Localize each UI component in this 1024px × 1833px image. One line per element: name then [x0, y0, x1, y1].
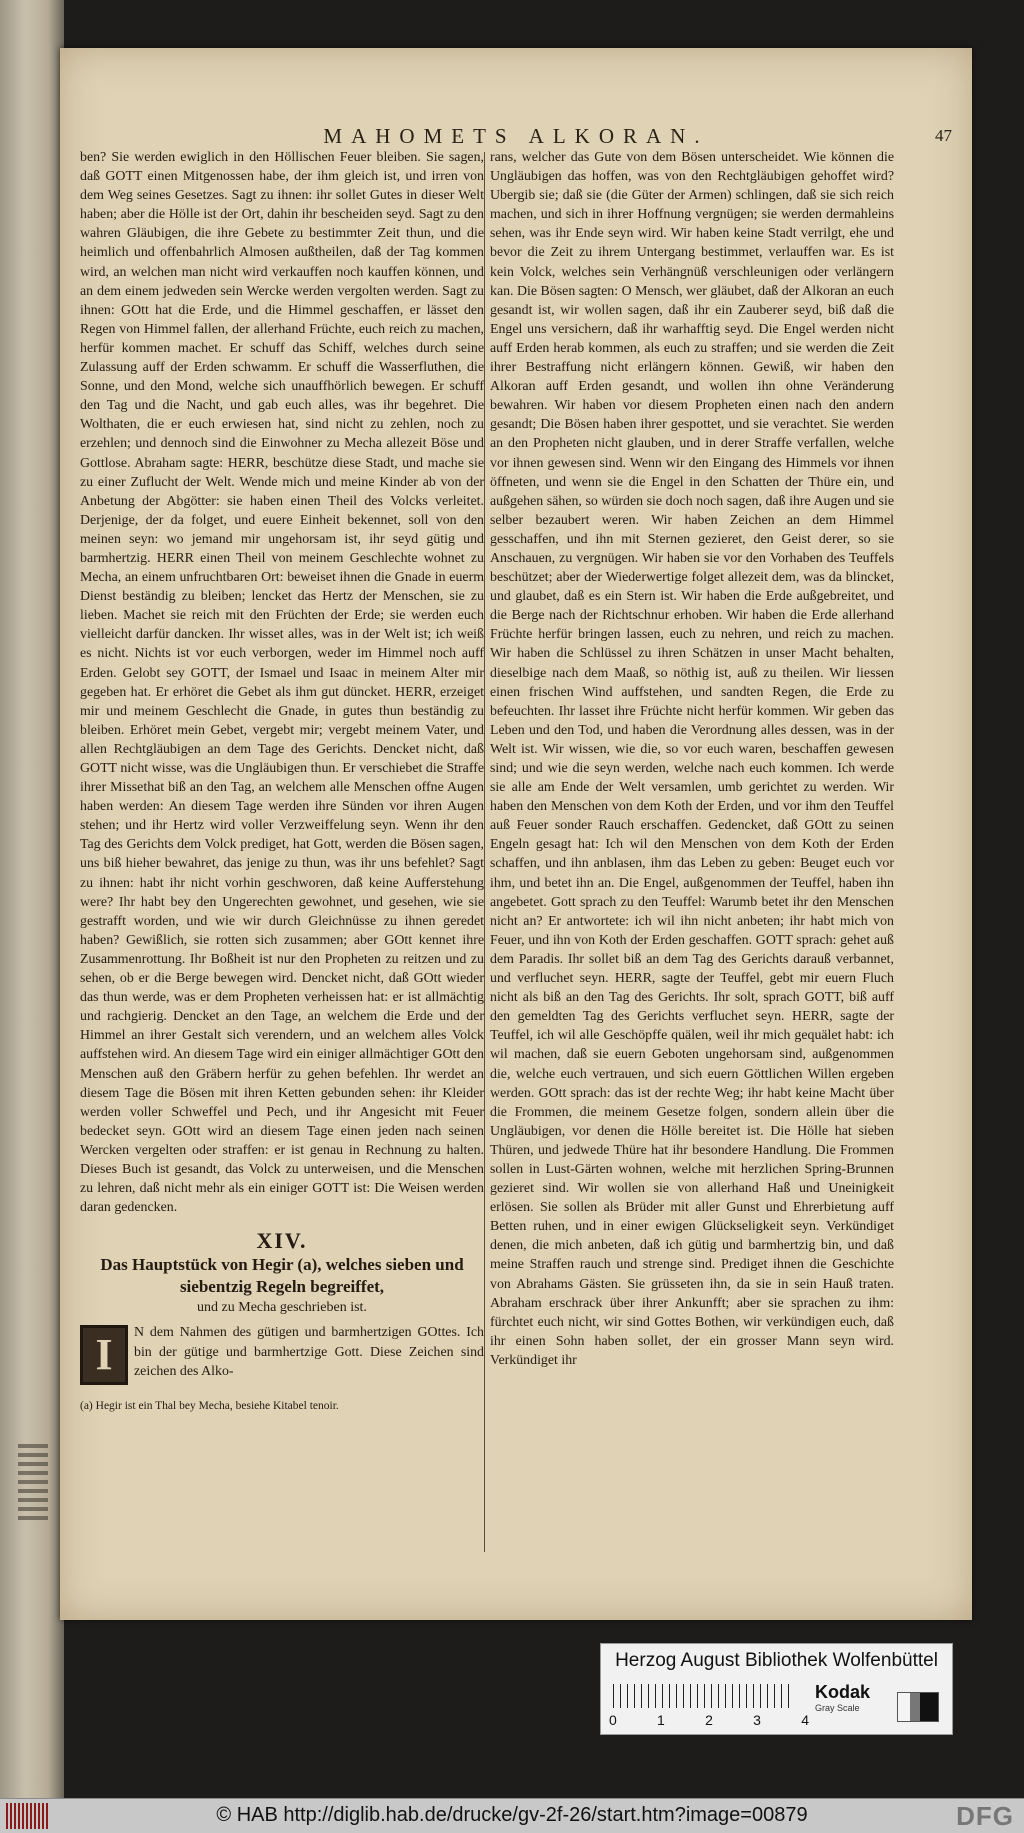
right-column-paragraph: rans, welcher das Gute von dem Bösen unterscheidet. Wie können die Ungläubigen das hoffen, was von den Rechtgläubigen gehoffet wird? Ubergib sie; daß sie (die Güter der Armen) schlingen, daß sie sich reich machen, und sich in ihrer Hoffnung vergnügen; sie werden dermahleins sehen, was ihr Ende seyn wird. Wir haben keine Stadt verrilgt, ehe und bevor die Zeit zu ihrem Untergang bestimmet, verlauffen war. Es ist kein Volck, welches sein Verhängnüß verschleunigen oder verlängern kan. Die Bösen sagten: O Mensch, wer gläubet, daß der Alkoran an euch gesandt ist, wir wollen sagen, daß ihr ein Zauberer seyd, biß daß die Engel uns versichern, daß ihr warhafftig seyd. Die Engel werden nicht auff Erden herab kommen, als euch zu straffen; und sie werden die Zeit ihrer Bestraffung nicht erlängern können. Gewiß, wir haben den Alkoran auff Erden gesandt, und wollen ihn ohne Veränderung bewahren. Wir haben vor diesem Propheten einen nach den andern gesandt; Die Bösen haben ihrer gespottet, und sie verachtet. Sie werden an den Propheten nicht glauben, und in derer Straffe verfallen, welche vor ihnen gewesen sind. Wenn wir den Eingang des Himmels vor ihnen öffneten, und wenn sie die Engel in den Schatten der Thüre ein, und außgehen sähen, so würden sie doch noch sagen, daß ihre Augen und sie selber bezaubert weren. Wir haben Zeichen an dem Himmel gesschaffen, und ihn mit Sternen gezieret, den Geist derer, so sie Anschauen, zu vergnügen. Wir haben sie vor den Vorhaben des Teuffels beschützet; aber der Wiederwertige folget allezeit dem, was da blincket, und glaubet, daß es ein Stern ist. Wir haben die Erde außgebreitet, und die Berge nach der Richtschnur erhoben. Wir haben die Erde allerhand Früchte herfür bringen lassen, euch zu nehren, und reich zu machen. Wir haben die Schlüssel zu ihren Schätzen in unser Macht behalten, dieselbige nach dem Maaß, so nöthig ist, auß zu theilen. Wir liessen einen frischen Wind auffstehen, und sandten Regen, die Erde zu befeuchten. Ihr lasset ihre Früchte nicht herfür kommen. Wir geben das Leben und den Tod, und haben die Verordnung alles dessen, was in der Welt ist. Wir wissen, wie die, so vor euch waren, beschaffen gewesen sind; und wie die seyn werden, welche nach euch kommen. Ich werde sie alle am Ende der Welt versamlen, umb gerichtet zu werden. Wir haben den Menschen von dem Koth der Erden, und vor ihm den Teuffel auß Feuer sonder Rauch erschaffen. Gedencket, daß GOtt zu seinen Engeln gesagt hat: Ich wil den Menschen von dem Koth der Erden schaffen, und ihn anblasen, ihm das Leben zu geben: Beuget euch vor ihm, und betet ihn an. Die Engel, außgenommen der Teuffel, haben ihn angebetet. Gott sprach zu den Teuffel: Warumb betet ihr den Menschen nicht an? Er antwortete: ich wil ihn nicht anbeten; ihr habt mich von Feuer, und ihn von Koth der Erden geschaffen. GOTT sprach: gehet auß dem Paradis. Ihr sollet biß an dem Tag des Gerichts darauß verbannet, und verfluchet seyn. HERR, sagte der Teuffel, gebt mir euern Fluch nicht als biß an den Tag des Gerichts. Ihr solt, sprach GOTT, biß auff den gemeldten Tag des Gerichts verfluchet seyn. HERR, sagte der Teuffel, ich wil alle Geschöpffe quälen, weil ihr mich gequälet habt: ich wil machen, daß sie euern Geboten ungehorsam sind, außgenommen die, welche euch vertrauen, und sich euern Göttlichen Willen ergeben werden. GOtt sprach: das ist der rechte Weg; ihr habt keine Macht über die Frommen, die meinem Gesetze folgen, sondern allein über die Ungläubigen, vor denen die Hölle bereitet ist. Die Hölle hat sieben Thüren, und jedwede Thüre hat ihr besondere Handlung. Die Frommen sollen in Lust-Gärten wohnen, welche mit herzlichen Spring-Brunnen gezieret sind. Wir wollen sie von allerhand Haß und Uneinigkeit erlösen. Sie sollen als Brüder mit aller Gunst und Ehrerbietung auff Betten ruhen, und in einer ewigen Glückseligkeit seyn. Verkündiget denen, die mich anbeten, daß ich gütig und barmhertzig bin, und daß meine Straffen rauch und strenge sind. Prediget ihnen die Geschichte von Abrahams Gästen. Sie grüsseten ihn, da sie in sein Hauß traten. Abraham erschrack über ihrer Ankunfft; aber sie sprachen zu ihm: fürchtet euch nicht, wir sind Gottes Bothen, wir verkündigen euch, daß ihr einen Sohn haben sollet, der ein grosser Mann seyn wird. Verkündiget ihr [490, 150, 894, 1368]
scale-number: 2 [705, 1712, 713, 1728]
scale-numbers [609, 1712, 809, 1728]
gray-scale-ruler [613, 1684, 793, 1708]
scanned-page [60, 48, 972, 1620]
library-color-target-label [600, 1643, 953, 1735]
right-column [490, 148, 894, 1554]
chapter-title: Das Hauptstück von Hegir (a), welches sieben und siebentzig Regeln begreiffet, [100, 1255, 464, 1297]
kodak-mark [815, 1682, 899, 1726]
library-name: Herzog August Bibliothek Wolfenbüttel [615, 1650, 938, 1671]
chapter-subtitle: und zu Mecha geschrieben ist. [197, 1300, 367, 1316]
scale-number: 1 [657, 1712, 665, 1728]
previous-page-edge [0, 0, 64, 1805]
scale-number: 0 [609, 1712, 617, 1728]
scale-number: 4 [801, 1712, 809, 1728]
chapter-opening-block [80, 1323, 484, 1387]
kodak-brand: Kodak [815, 1682, 871, 1702]
footer-bar [0, 1798, 1024, 1833]
gray-scale-caption: Gray Scale [815, 1703, 860, 1713]
dropcap-initial: I [80, 1325, 128, 1385]
left-column-paragraph: ben? Sie werden ewiglich in den Höllischen Feuer bleiben. Sie sagen, daß GOTT einen Mitgenossen habe, der ihm gleich ist, und irren von dem Weg seines Gesetzes. Sagt zu ihnen: ihr sollet Gutes in dieser Welt haben; aber die Hölle ist der Ort, dahin ihr bescheiden seyd. Sagt zu den wahren Gläubigen, die ihre Gebete zu bestimmter Zeit thun, und die heimlich und offenbahrlich Almosen außtheilen, daß der Tag kommen wird, an welchen man nicht wird verkauffen noch kauffen können, und an dem einem jedweden sein Wercke werden vergolten werden. Sagt zu ihnen: GOtt hat die Erde, und die Himmel geschaffen, er lässet den Regen von Himmel fallen, der allerhand Früchte, euch reich zu machen, herfür kommen machet. Er schuff das Schiff, welches durch seine Zulassung auff der Erden schwamm. Er schuff die Wasserfluthen, die Sonne, und den Mond, welche sich unauffhörlich bewegen. Er schuff den Tag und die Nacht, und gab euch alles, was ihr begehret. Die Wolthaten, die er euch erwiesen hat, sind nicht zu zehlen, noch zu erzehlen; und dennoch sind die Einwohner zu Mecha allezeit Böse und Gottlose. Abraham sagte: HERR, beschütze diese Stadt, und mache sie zu einer Zuflucht der Welt. Wende mich und meine Kinder ab von der Anbetung der Abgötter: sie haben einen Theil des Volcks verleitet. Derjenige, der da folget, und euere Einheit bekennet, soll von den meinen seyn: wo jemand mir ungehorsam ist, ihr seyd gütig und barmhertzig. HERR einen Theil von meinem Geschlechte wohnet zu Mecha, an einem unfruchtbaren Ort: beweiset ihnen die Gnade in euerm Dienst beständig zu bleiben; lencket das Hertz der Menschen, sie zu lieben. Machet sie reich mit den Früchten der Erde; sie werden euch vielleicht darfür dancken. Ihr wisset alles, was in der Welt ist; ich weiß es nicht. Nichts ist vor euch verborgen, weder im Himmel noch auff Erden. Gelobt sey GOTT, der Ismael und Isaac in meinem Alter mir gegeben hat. Er erhöret die Gebet als ihm gut düncket. HERR, erzeiget mir und meinem Geschlecht die Gnade, in gutes thun beständig zu bleiben. Erhöret mein Gebet, vergebt mir; vergebt meinem Vater, und allen Rechtgläubigen an dem Tage des Gerichts. Dencket nicht, daß GOTT nicht wisse, was die Ungläubigen thun. Er verschiebet die Straffe ihrer Missethat biß an den Tag, an welchem alle Menschen offne Augen haben werden: An diesem Tage werden ihre Sünden vor ihren Augen stehen; und ihr Hertz wird voller Verzweiffelung seyn. Wenn ihr den Tag des Gerichts dem Volck prediget, hat Gott, werden die Bösen sagen, uns biß hieher bewahret, das jenige zu thun, was ihr uns befehlet? Sagt zu ihnen: habt ihr nicht vorhin geschworen, daß keine Aufferstehung were? Ihr habt bey den Ungerechten gewohnet, und gesehen, wie sie gestrafft worden, und wie wir durch Gleichnüsse zu ihnen geredet haben? Gewißlich, sie rotten sich zusammen; aber GOtt kennet ihre Zusammenrottung. Ihr Boßheit ist nur den Propheten zu reitzen und zu sehen, ob er die Berge bewegen wird. Dencket nicht, daß GOtt wieder das thun werde, was er dem Propheten verheissen hat: er ist allmächtig und rachgierig. Dencket an den Tage, an welchem die Erde und der Himmel an ihrer Gestalt sich verendern, und an welchem alles Volck auffstehen wird. An diesem Tage wird ein einiger allmächtiger GOtt den Menschen auß den Gräbern herfür zu gehen befehlen. Ihr werdet an diesem Tage die Bösen mit ihren Ketten gebunden sehen: ihr Kleider werden voller Schweffel und Pech, und ihr Angesicht mit Feuer bedecket seyn. GOtt wird an diesem Tage einen jeden nach seinen Wercken vergelten oder straffen: er ist genau in Rechnung zu halten. Dieses Buch ist gesandt, das Volck zu unterweisen, und die Menschen zu lehren, daß nicht mehr als ein einiger GOTT ist: Die Weisen werden daran gedencken. [80, 150, 484, 1216]
previous-page-marks [18, 1440, 48, 1520]
scale-number: 3 [753, 1712, 761, 1728]
footnote: (a) Hegir ist ein Thal bey Mecha, besiehe Kitabel tenoir. [80, 1400, 339, 1413]
footer-copyright-link[interactable]: © HAB http://diglib.hab.de/drucke/gv-2f-26/start.htm?image=00879 [216, 1804, 808, 1826]
chapter-opening-text: N dem Nahmen des gütigen und barmhertzigen GOttes. Ich bin der gütige und barmhertzige Gott. Diese Zeichen sind zeichen des Alko- [134, 1325, 484, 1379]
gray-swatch [897, 1692, 939, 1722]
chapter-number: XIV. [256, 1228, 308, 1254]
running-head: MAHOMETS ALKORAN. [323, 124, 709, 148]
page-number: 47 [935, 126, 952, 145]
left-column [80, 148, 484, 1554]
column-rule [484, 152, 485, 1552]
dfg-logo: DFG [956, 1801, 1014, 1831]
